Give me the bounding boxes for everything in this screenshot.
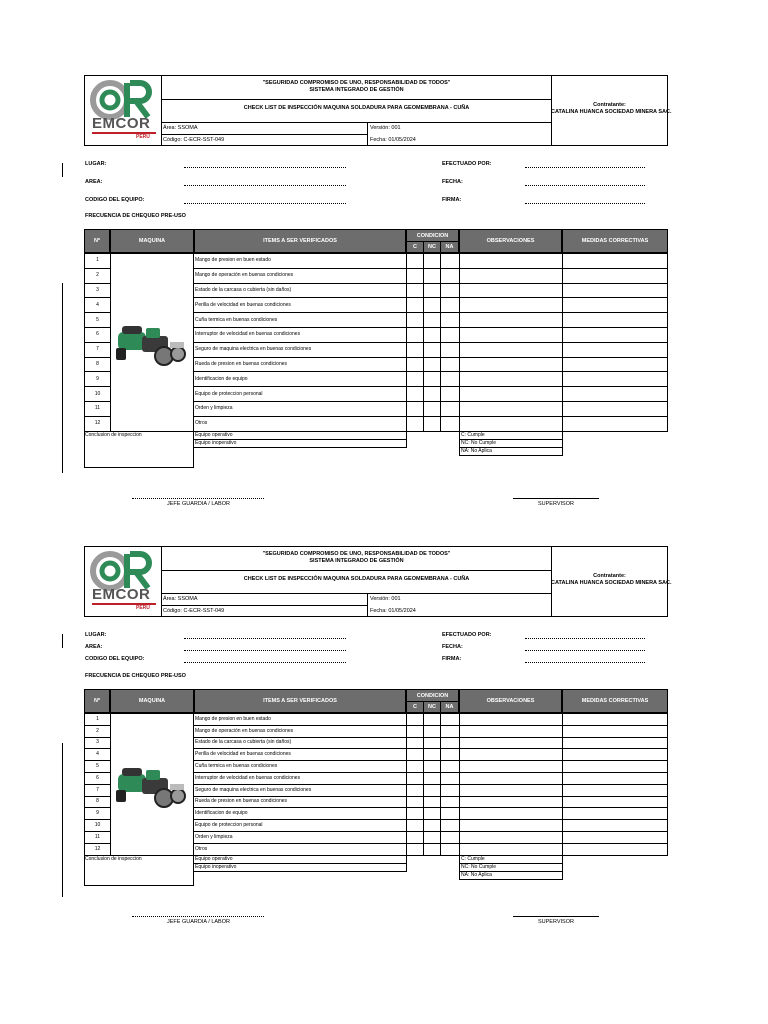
row-c-check[interactable] xyxy=(406,312,424,328)
equipment-inoperative-option[interactable]: Equipo inoperativo xyxy=(193,863,407,872)
row-nc-check[interactable] xyxy=(423,327,441,343)
row-na-check[interactable] xyxy=(440,416,460,432)
frequency-label: FRECUENCIA DE CHEQUEO PRE-USO xyxy=(85,213,186,219)
jefe-signature-line[interactable] xyxy=(132,916,264,917)
col-machine-header: MAQUINA xyxy=(110,689,194,713)
row-item-text: Interruptor de velocidad en buenas condiciones xyxy=(193,772,407,785)
col-observations-header: OBSERVACIONES xyxy=(459,229,562,253)
row-number: 11 xyxy=(84,831,111,844)
row-c-check[interactable] xyxy=(406,386,424,402)
row-nc-check[interactable] xyxy=(423,371,441,387)
col-c-header: C xyxy=(406,701,424,713)
row-nc-check[interactable] xyxy=(423,297,441,313)
col-num-header: Nº xyxy=(84,689,110,713)
col-items-header: ITEMS A SER VERIFICADOS xyxy=(194,689,406,713)
row-observations[interactable] xyxy=(459,312,563,328)
row-item-text: Seguro de maquina electrica en buenas condiciones xyxy=(193,342,407,358)
row-observations[interactable] xyxy=(459,386,563,402)
col-condition-header: CONDICION xyxy=(406,229,459,242)
logo-sub: PERU xyxy=(136,605,150,611)
row-number: 10 xyxy=(84,386,111,402)
row-item-text: Mango de operación en buenas condiciones xyxy=(193,268,407,284)
legend-item: NA: No Aplica xyxy=(459,447,563,456)
col-measures-header: MEDIDAS CORRECTIVAS xyxy=(562,229,668,253)
field-firma-input[interactable] xyxy=(525,203,645,204)
row-number: 6 xyxy=(84,772,111,785)
row-item-text: Rueda de presion en buenas condiciones xyxy=(193,796,407,809)
row-na-check[interactable] xyxy=(440,253,460,269)
row-na-check[interactable] xyxy=(440,283,460,299)
version-text: Versión: 001 xyxy=(370,125,401,131)
legend-item: NC: No Cumple xyxy=(459,863,563,872)
row-number: 5 xyxy=(84,312,111,328)
row-item-text: Orden y limpieza xyxy=(193,401,407,417)
row-observations[interactable] xyxy=(459,416,563,432)
row-c-check[interactable] xyxy=(406,342,424,358)
row-nc-check[interactable] xyxy=(423,401,441,417)
field-codigo-label: CODIGO DEL EQUIPO: xyxy=(85,656,145,662)
row-measures[interactable] xyxy=(562,253,668,269)
welding-machine-image xyxy=(114,754,190,814)
row-na-check[interactable] xyxy=(440,342,460,358)
equipment-operative-option[interactable]: Equipo operativo xyxy=(193,855,407,864)
row-observations[interactable] xyxy=(459,297,563,313)
row-item-text: Estado de la carcasa o cubierta (sin daños) xyxy=(193,737,407,750)
row-c-check[interactable] xyxy=(406,253,424,269)
col-items-header: ITEMS A SER VERIFICADOS xyxy=(194,229,406,253)
legend-item: NA: No Aplica xyxy=(459,871,563,880)
conclusion-label: Conclusion de inspeccion xyxy=(85,431,142,438)
row-number: 11 xyxy=(84,401,111,417)
row-number: 4 xyxy=(84,748,111,761)
row-measures[interactable] xyxy=(562,268,668,284)
field-efectuado-label: EFECTUADO POR: xyxy=(442,161,492,167)
legend-item: NC: No Cumple xyxy=(459,439,563,448)
row-number: 10 xyxy=(84,819,111,832)
row-item-text: Identificacion de equipo xyxy=(193,371,407,387)
col-machine-header: MAQUINA xyxy=(110,229,194,253)
row-c-check[interactable] xyxy=(406,283,424,299)
row-measures[interactable] xyxy=(562,327,668,343)
row-number: 8 xyxy=(84,357,111,373)
row-na-check[interactable] xyxy=(440,312,460,328)
system-name: SISTEMA INTEGRADO DE GESTIÓN xyxy=(309,87,404,93)
row-nc-check[interactable] xyxy=(423,843,441,856)
row-observations[interactable] xyxy=(459,401,563,417)
supervisor-signature-label: SUPERVISOR xyxy=(538,501,574,508)
row-item-text: Perilla de velocidad en buenas condiciones xyxy=(193,748,407,761)
doc-title: CHECK LIST DE INSPECCIÓN MAQUINA SOLDADURA PARA GEOMEMBRANA - CUÑA xyxy=(243,576,470,582)
row-measures[interactable] xyxy=(562,357,668,373)
row-na-check[interactable] xyxy=(440,401,460,417)
col-num-header: Nº xyxy=(84,229,110,253)
row-number: 12 xyxy=(84,843,111,856)
margin-mark xyxy=(62,634,63,648)
field-efectuado-label: EFECTUADO POR: xyxy=(442,632,492,638)
row-nc-check[interactable] xyxy=(423,416,441,432)
col-na-header: NA xyxy=(440,701,459,713)
row-nc-check[interactable] xyxy=(423,268,441,284)
row-number: 12 xyxy=(84,416,111,432)
row-number: 5 xyxy=(84,760,111,773)
row-nc-check[interactable] xyxy=(423,312,441,328)
logo-sub: PERU xyxy=(136,134,150,140)
field-codigo-label: CODIGO DEL EQUIPO: xyxy=(85,197,145,203)
row-item-text: Estado de la carcasa o cubierta (sin daños) xyxy=(193,283,407,299)
supervisor-signature-label: SUPERVISOR xyxy=(538,919,574,926)
field-lugar-input[interactable] xyxy=(184,638,346,639)
row-measures[interactable] xyxy=(562,401,668,417)
field-codigo-input[interactable] xyxy=(184,662,346,663)
row-c-check[interactable] xyxy=(406,357,424,373)
field-firma-input[interactable] xyxy=(525,662,645,663)
field-area-label: AREA: xyxy=(85,644,103,650)
row-measures[interactable] xyxy=(562,386,668,402)
row-number: 3 xyxy=(84,283,111,299)
row-measures[interactable] xyxy=(562,283,668,299)
row-item-text: Mango de presion en buen estado xyxy=(193,253,407,269)
row-measures[interactable] xyxy=(562,416,668,432)
supervisor-signature-line[interactable] xyxy=(513,498,599,499)
row-na-check[interactable] xyxy=(440,371,460,387)
equipment-inoperative-option[interactable]: Equipo inoperativo xyxy=(193,439,407,448)
row-item-text: Seguro de maquina electrica en buenas condiciones xyxy=(193,784,407,797)
row-c-check[interactable] xyxy=(406,268,424,284)
row-measures[interactable] xyxy=(562,843,668,856)
col-observations-header: OBSERVACIONES xyxy=(459,689,562,713)
row-nc-check[interactable] xyxy=(423,342,441,358)
row-c-check[interactable] xyxy=(406,416,424,432)
field-lugar-input[interactable] xyxy=(184,167,346,168)
row-number: 8 xyxy=(84,796,111,809)
margin-mark xyxy=(62,743,63,897)
margin-mark xyxy=(62,163,63,177)
field-fecha-label: FECHA: xyxy=(442,179,463,185)
code-text: Código: C-ECR-SST-049 xyxy=(163,137,225,143)
contractor-name: CATALINA HUANCA SOCIEDAD MINERA SAC. xyxy=(551,580,672,586)
row-number: 4 xyxy=(84,297,111,313)
row-number: 2 xyxy=(84,725,111,738)
row-observations[interactable] xyxy=(459,253,563,269)
col-c-header: C xyxy=(406,241,424,253)
row-observations[interactable] xyxy=(459,357,563,373)
legend-item: C: Cumple xyxy=(459,431,563,440)
col-na-header: NA xyxy=(440,241,459,253)
logo-text: EMCOR xyxy=(92,586,151,603)
row-item-text: Identificacion de equipo xyxy=(193,807,407,820)
row-item-text: Equipo de proteccion personal xyxy=(193,386,407,402)
row-number: 3 xyxy=(84,737,111,750)
row-item-text: Orden y limpieza xyxy=(193,831,407,844)
col-condition-header: CONDICION xyxy=(406,689,459,702)
contractor-label: Contratante: xyxy=(593,102,626,108)
logo-text: EMCOR xyxy=(92,115,151,132)
field-fecha-label: FECHA: xyxy=(442,644,463,650)
field-firma-label: FIRMA: xyxy=(442,197,462,203)
row-nc-check[interactable] xyxy=(423,283,441,299)
field-firma-label: FIRMA: xyxy=(442,656,462,662)
row-c-check[interactable] xyxy=(406,401,424,417)
row-observations[interactable] xyxy=(459,268,563,284)
row-na-check[interactable] xyxy=(440,297,460,313)
row-c-check[interactable] xyxy=(406,843,424,856)
version-text: Versión: 001 xyxy=(370,596,401,602)
row-na-check[interactable] xyxy=(440,386,460,402)
row-item-text: Cuña termica en buenas condiciones xyxy=(193,312,407,328)
row-na-check[interactable] xyxy=(440,268,460,284)
row-observations[interactable] xyxy=(459,283,563,299)
equipment-operative-option[interactable]: Equipo operativo xyxy=(193,431,407,440)
jefe-signature-line[interactable] xyxy=(132,498,264,499)
row-measures[interactable] xyxy=(562,312,668,328)
legend-item: C: Cumple xyxy=(459,855,563,864)
row-na-check[interactable] xyxy=(440,357,460,373)
row-na-check[interactable] xyxy=(440,843,460,856)
row-item-text: Interruptor de velocidad en buenas condiciones xyxy=(193,327,407,343)
row-item-text: Cuña termica en buenas condiciones xyxy=(193,760,407,773)
slogan: "SEGURIDAD COMPROMISO DE UNO, RESPONSABILIDAD DE TODOS" xyxy=(262,80,451,86)
row-measures[interactable] xyxy=(562,342,668,358)
col-measures-header: MEDIDAS CORRECTIVAS xyxy=(562,689,668,713)
row-number: 9 xyxy=(84,807,111,820)
row-number: 1 xyxy=(84,253,111,269)
row-number: 2 xyxy=(84,268,111,284)
row-number: 9 xyxy=(84,371,111,387)
row-number: 1 xyxy=(84,713,111,726)
row-observations[interactable] xyxy=(459,327,563,343)
col-nc-header: NC xyxy=(423,701,441,713)
col-nc-header: NC xyxy=(423,241,441,253)
contractor-name: CATALINA HUANCA SOCIEDAD MINERA SAC. xyxy=(551,109,672,115)
date-text: Fecha: 01/05/2024 xyxy=(370,137,416,143)
row-number: 6 xyxy=(84,327,111,343)
row-measures[interactable] xyxy=(562,371,668,387)
frequency-label: FRECUENCIA DE CHEQUEO PRE-USO xyxy=(85,673,186,679)
field-efectuado-input[interactable] xyxy=(525,167,645,168)
row-nc-check[interactable] xyxy=(423,253,441,269)
row-item-text: Equipo de proteccion personal xyxy=(193,819,407,832)
field-area-input[interactable] xyxy=(184,650,346,651)
jefe-signature-label: JEFE GUARDIA / LABOR xyxy=(167,919,230,926)
row-number: 7 xyxy=(84,784,111,797)
field-area-label: AREA: xyxy=(85,179,103,185)
field-area-input[interactable] xyxy=(184,185,346,186)
row-nc-check[interactable] xyxy=(423,357,441,373)
row-measures[interactable] xyxy=(562,297,668,313)
row-c-check[interactable] xyxy=(406,371,424,387)
row-nc-check[interactable] xyxy=(423,386,441,402)
jefe-signature-label: JEFE GUARDIA / LABOR xyxy=(167,501,230,508)
row-number: 7 xyxy=(84,342,111,358)
slogan: "SEGURIDAD COMPROMISO DE UNO, RESPONSABILIDAD DE TODOS" xyxy=(262,551,451,557)
row-item-text: Mango de presion en buen estado xyxy=(193,713,407,726)
row-c-check[interactable] xyxy=(406,327,424,343)
row-c-check[interactable] xyxy=(406,297,424,313)
system-name: SISTEMA INTEGRADO DE GESTIÓN xyxy=(309,558,404,564)
field-efectuado-input[interactable] xyxy=(525,638,645,639)
date-text: Fecha: 01/05/2024 xyxy=(370,608,416,614)
welding-machine-image xyxy=(114,312,190,372)
contractor-label: Contratante: xyxy=(593,573,626,579)
field-lugar-label: LUGAR: xyxy=(85,632,107,638)
row-item-text: Rueda de presion en buenas condiciones xyxy=(193,357,407,373)
margin-mark xyxy=(62,283,63,473)
row-item-text: Otros xyxy=(193,843,407,856)
area-text: Área: SSOMA xyxy=(163,125,198,131)
field-codigo-input[interactable] xyxy=(184,203,346,204)
code-text: Código: C-ECR-SST-049 xyxy=(163,608,225,614)
supervisor-signature-line[interactable] xyxy=(513,916,599,917)
row-item-text: Mango de operación en buenas condiciones xyxy=(193,725,407,738)
row-observations[interactable] xyxy=(459,371,563,387)
area-text: Área: SSOMA xyxy=(163,596,198,602)
conclusion-label: Conclusion de inspeccion xyxy=(85,855,142,862)
doc-title: CHECK LIST DE INSPECCIÓN MAQUINA SOLDADURA PARA GEOMEMBRANA - CUÑA xyxy=(243,105,470,111)
row-na-check[interactable] xyxy=(440,327,460,343)
row-item-text: Otros xyxy=(193,416,407,432)
field-lugar-label: LUGAR: xyxy=(85,161,107,167)
row-item-text: Perilla de velocidad en buenas condiciones xyxy=(193,297,407,313)
field-fecha-input[interactable] xyxy=(525,185,645,186)
row-observations[interactable] xyxy=(459,342,563,358)
field-fecha-input[interactable] xyxy=(525,650,645,651)
